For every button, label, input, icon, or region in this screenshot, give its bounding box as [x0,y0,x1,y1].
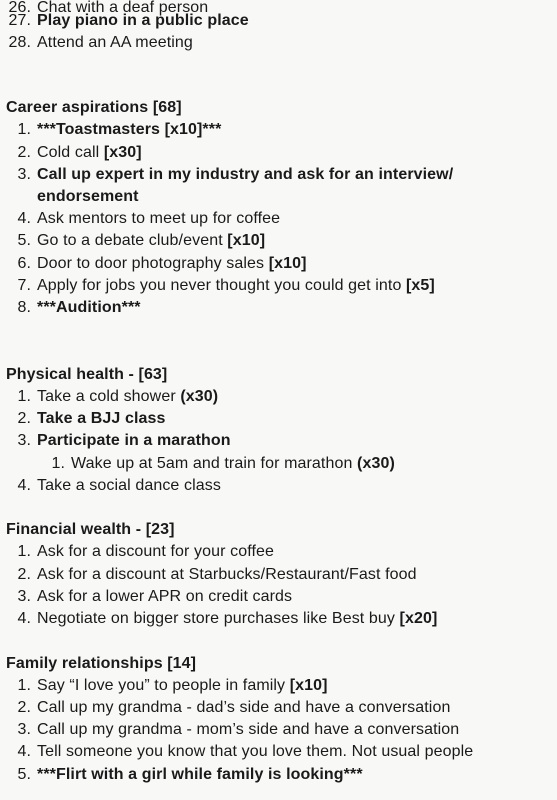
list-item [0,475,221,497]
item-number: 1. [17,677,31,694]
item-text: ***Audition*** [37,299,141,316]
item-count: [x5] [406,277,435,294]
item-number: 2. [17,410,31,427]
item-count: [x10] [268,255,307,272]
item-number: 3. [17,721,31,738]
item-text: ***Toastmasters [x10]*** [37,121,222,138]
list-item [0,697,450,719]
item-number: 27. [8,12,31,29]
item-number: 26. [8,0,31,16]
item-number: 28. [8,34,31,51]
item-number: 2. [17,144,31,161]
item-number: 5. [17,766,31,783]
item-text: Call up expert in my industry and ask for an interview/ [37,166,454,183]
item-number: 2. [17,566,31,583]
item-text: Ask for a lower APR on credit cards [37,588,293,605]
list-item [0,297,141,319]
list-item [0,32,193,54]
list-item [0,675,328,697]
item-number: 3. [17,166,31,183]
item-text: Participate in a marathon [37,432,231,449]
item-number: 1. [17,121,31,138]
sub-list-item [34,453,395,475]
item-number: 4. [17,477,31,494]
item-count: [x30] [103,144,142,161]
section-heading: Financial wealth - [23] [6,521,175,538]
item-text: Call up my grandma - dad’s side and have a conversation [37,699,451,716]
item-text: Ask for a discount for your coffee [37,543,275,560]
list-item [0,741,473,763]
item-number: 4. [17,743,31,760]
list-item [0,541,274,563]
list-item [0,253,307,275]
item-text: Chat with a deaf person [37,0,209,16]
item-text: Take a cold shower [37,388,181,405]
list-item [0,142,142,164]
list-item [0,430,231,452]
item-text: Ask mentors to meet up for coffee [37,210,281,227]
item-count: [x10] [289,677,328,694]
item-count: [x20] [399,610,438,627]
item-text: Play piano in a public place [37,12,249,29]
item-text: Ask for a discount at Starbucks/Restaurant/Fast food [37,566,417,583]
item-text-continuation: endorsement [37,188,139,205]
section-heading: Physical health - [63] [6,366,168,383]
item-count: (x30) [357,455,395,472]
item-number: 3. [17,432,31,449]
item-number: 4. [17,610,31,627]
item-text: Door to door photography sales [37,255,269,272]
item-number: 8. [17,299,31,316]
item-text: Call up my grandma - mom’s side and have a conversation [37,721,460,738]
item-number: 2. [17,699,31,716]
list-item [0,275,435,297]
item-number: 7. [17,277,31,294]
item-number: 3. [17,588,31,605]
item-text: Cold call [37,144,104,161]
list-item [0,208,280,230]
item-number: 1. [17,543,31,560]
item-text: Negotiate on bigger store purchases like Best buy [37,610,400,627]
list-item [0,119,221,141]
list-item [0,164,453,186]
list-item [0,564,417,586]
item-text: Say “I love you” to people in family [37,677,290,694]
list-item [0,586,292,608]
list-item [0,230,265,252]
item-text: Apply for jobs you never thought you could get into [37,277,406,294]
list-item [0,719,459,741]
item-text: Go to a debate club/event [37,232,228,249]
item-count: [x10] [227,232,266,249]
item-number: 4. [17,210,31,227]
item-number: 1. [51,455,65,472]
list-item [0,764,363,786]
item-number: 1. [17,388,31,405]
item-text: Take a social dance class [37,477,221,494]
item-text: Attend an AA meeting [37,34,193,51]
list-item [0,10,249,32]
item-number: 5. [17,232,31,249]
item-text: Tell someone you know that you love them. Not usual people [37,743,474,760]
item-text: ***Flirt with a girl while family is looking*** [37,766,363,783]
list-item [0,386,218,408]
item-number: 6. [17,255,31,272]
section-heading: Career aspirations [68] [6,99,182,116]
list-item [0,408,166,430]
item-text: Take a BJJ class [37,410,166,427]
item-text: Wake up at 5am and train for marathon [71,455,358,472]
item-count: (x30) [180,388,219,405]
section-heading: Family relationships [14] [6,655,197,672]
list-item [0,608,437,630]
